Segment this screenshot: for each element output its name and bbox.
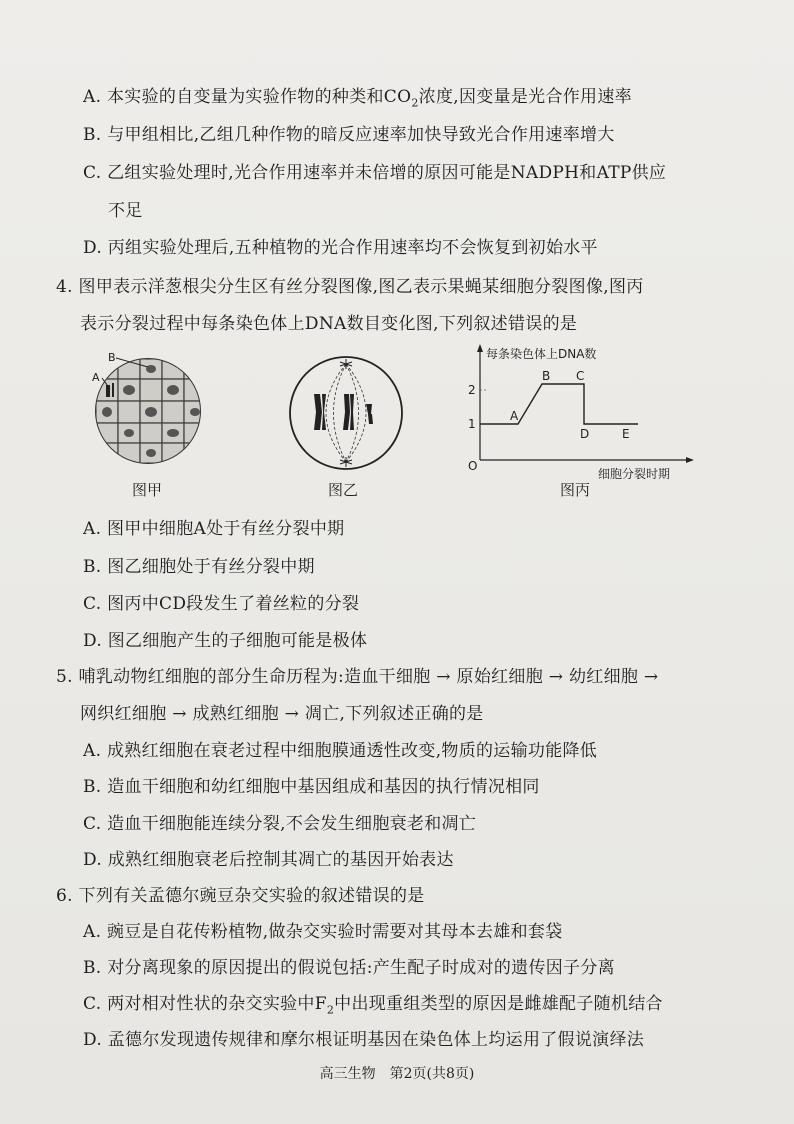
q5-option-d: D. 成熟红细胞衰老后控制其凋亡的基因开始表达 (83, 850, 454, 870)
fig-bing-ylabel: 每条染色体上DNA数 (486, 347, 597, 361)
fig-bing-point-d: D (580, 427, 590, 441)
q4-stem-line1: 4. 图甲表示洋葱根尖分生区有丝分裂图像,图乙表示果蝇某细胞分裂图像,图丙 (56, 277, 644, 297)
fig-jia-label-a: A (92, 371, 100, 384)
q5-option-b: B. 造血干细胞和幼红细胞中基因组成和基因的执行情况相同 (83, 777, 540, 797)
q6-option-c: C. 两对相对性状的杂交实验中$F_2$中出现重组类型的原因是雌雄配子随机结合 (83, 994, 663, 1017)
q5-stem-line1: 5. 哺乳动物红细胞的部分生命历程为:造血干细胞 → 原始红细胞 → 幼红细胞 → (56, 667, 659, 687)
q6-option-a: A. 豌豆是自花传粉植物,做杂交实验时需要对其母本去雄和套袋 (83, 922, 563, 942)
fig-bing-xlabel: 细胞分裂时期 (598, 467, 671, 480)
fig-bing-point-b: B (542, 369, 551, 383)
q6-option-d: D. 孟德尔发现遗传规律和摩尔根证明基因在染色体上均运用了假说演绎法 (83, 1030, 645, 1050)
fig-bing-point-a: A (510, 409, 519, 423)
q5-option-a: A. 成熟红细胞在衰老过程中细胞膜通透性改变,物质的运输功能降低 (83, 741, 598, 761)
fig-bing-y-arrow-icon (477, 344, 483, 352)
q4-option-a: A. 图甲中细胞A处于有丝分裂中期 (83, 519, 345, 539)
fig-bing-origin: O (468, 459, 478, 473)
fig-bing-x-arrow-icon (686, 457, 694, 463)
q3-option-c: C. 乙组实验处理时,光合作用速率并未倍增的原因可能是NADPH和ATP供应 (83, 163, 667, 183)
fig-bing-caption: 图丙 (560, 481, 591, 499)
q4-option-b: B. 图乙细胞处于有丝分裂中期 (83, 557, 315, 577)
q3-option-b: B. 与甲组相比,乙组几种作物的暗反应速率加快导致光合作用速率增大 (83, 125, 615, 145)
q3-option-c-continued: 不足 (108, 201, 143, 221)
fig-yi-caption: 图乙 (328, 481, 359, 499)
q4-stem-line2: 表示分裂过程中每条染色体上DNA数目变化图,下列叙述错误的是 (80, 314, 578, 334)
fig-jia-label-b: B (108, 351, 116, 364)
figure-bing (462, 340, 702, 480)
figure-jia (88, 345, 208, 475)
q6-stem: 6. 下列有关孟德尔豌豆杂交实验的叙述错误的是 (56, 886, 425, 906)
fig-bing-tick-2: 2 (468, 383, 476, 397)
q4-option-d: D. 图乙细胞产生的子细胞可能是极体 (83, 631, 368, 651)
figure-yi (286, 352, 406, 474)
q5-option-c: C. 造血干细胞能连续分裂,不会发生细胞衰老和凋亡 (83, 814, 477, 834)
q3-option-a: A. 本实验的自变量为实验作物的种类和$CO_2$浓度,因变量是光合作用速率 (83, 87, 632, 110)
page-footer: 高三生物 第2页(共8页) (319, 1066, 475, 1082)
fig-jia-caption: 图甲 (132, 481, 163, 499)
q5-stem-line2: 网织红细胞 → 成熟红细胞 → 凋亡,下列叙述正确的是 (80, 704, 484, 724)
q4-option-c: C. 图丙中CD段发生了着丝粒的分裂 (83, 594, 360, 614)
fig-bing-point-c: C (576, 369, 585, 383)
fig-bing-tick-1: 1 (468, 417, 476, 431)
q6-option-b: B. 对分离现象的原因提出的假说包括:产生配子时成对的遗传因子分离 (83, 958, 615, 978)
fig-bing-dna-line (480, 384, 638, 424)
fig-bing-point-e: E (622, 427, 630, 441)
q3-option-d: D. 丙组实验处理后,五种植物的光合作用速率均不会恢复到初始水平 (83, 238, 598, 258)
